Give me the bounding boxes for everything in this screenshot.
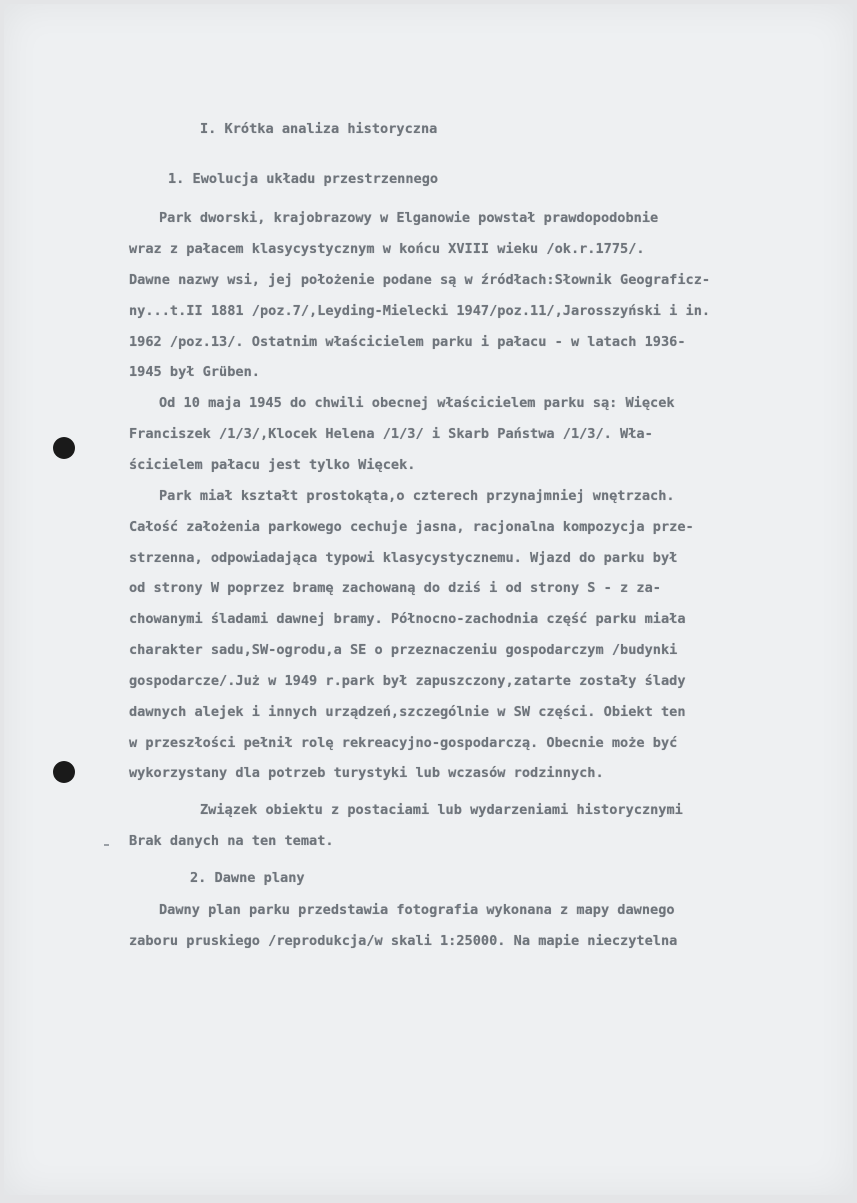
text-line: gospodarcze/.Już w 1949 r.park był zapuszczony,zatarte zostały ślady	[129, 673, 686, 689]
punch-hole-icon	[53, 437, 75, 459]
text-line: Od 10 maja 1945 do chwili obecnej właścicielem parku są: Więcek	[159, 395, 675, 411]
punch-hole-icon	[53, 761, 75, 783]
section-heading: I. Krótka analiza historyczna	[200, 121, 438, 137]
text-line: Całość założenia parkowego cechuje jasna, racjonalna kompozycja prze-	[129, 519, 694, 535]
subsection-heading: 1. Ewolucja układu przestrzennego	[168, 171, 439, 187]
text-line: strzenna, odpowiadająca typowi klasycystycznemu. Wjazd do parku był	[129, 550, 678, 566]
text-line: Park miał kształt prostokąta,o czterech przynajmniej wnętrzach.	[159, 488, 675, 504]
text-line: ścicielem pałacu jest tylko Więcek.	[129, 457, 416, 473]
text-line: Dawny plan parku przedstawia fotografia wykonana z mapy dawnego	[159, 902, 675, 918]
text-line: wraz z pałacem klasycystycznym w końcu XVIII wieku /ok.r.1775/.	[129, 241, 645, 257]
text-line: chowanymi śladami dawnej bramy. Północno-zachodnia część parku miała	[129, 611, 686, 627]
text-line: charakter sadu,SW-ogrodu,a SE o przeznaczeniu gospodarczym /budynki	[129, 642, 678, 658]
text-line: dawnych alejek i innych urządzeń,szczególnie w SW części. Obiekt ten	[129, 704, 686, 720]
pencil-mark	[104, 844, 109, 846]
subsection-heading: 2. Dawne plany	[190, 870, 305, 886]
text-line: wykorzystany dla potrzeb turystyki lub wczasów rodzinnych.	[129, 765, 604, 781]
typewritten-page	[4, 4, 853, 1195]
text-line: 1962 /poz.13/. Ostatnim właścicielem parku i pałacu - w latach 1936-	[129, 334, 686, 350]
text-line: od strony W poprzez bramę zachowaną do dziś i od strony S - z za-	[129, 580, 661, 596]
text-line: Franciszek /1/3/,Klocek Helena /1/3/ i Skarb Państwa /1/3/. Wła-	[129, 426, 653, 442]
text-line: Dawne nazwy wsi, jej położenie podane są w źródłach:Słownik Geograficz-	[129, 272, 711, 288]
text-line: ny...t.II 1881 /poz.7/,Leyding-Mielecki 1947/poz.11/,Jarosszyński i in.	[129, 303, 711, 319]
text-line: zaboru pruskiego /reprodukcja/w skali 1:25000. Na mapie nieczytelna	[129, 933, 678, 949]
text-line: Park dworski, krajobrazowy w Elganowie powstał prawdopodobnie	[159, 210, 659, 226]
text-line: 1945 był Grüben.	[129, 364, 260, 380]
text-line: w przeszłości pełnił rolę rekreacyjno-gospodarczą. Obecnie może być	[129, 735, 678, 751]
text-line: Związek obiektu z postaciami lub wydarzeniami historycznymi	[200, 802, 683, 818]
text-line: Brak danych na ten temat.	[129, 833, 334, 849]
